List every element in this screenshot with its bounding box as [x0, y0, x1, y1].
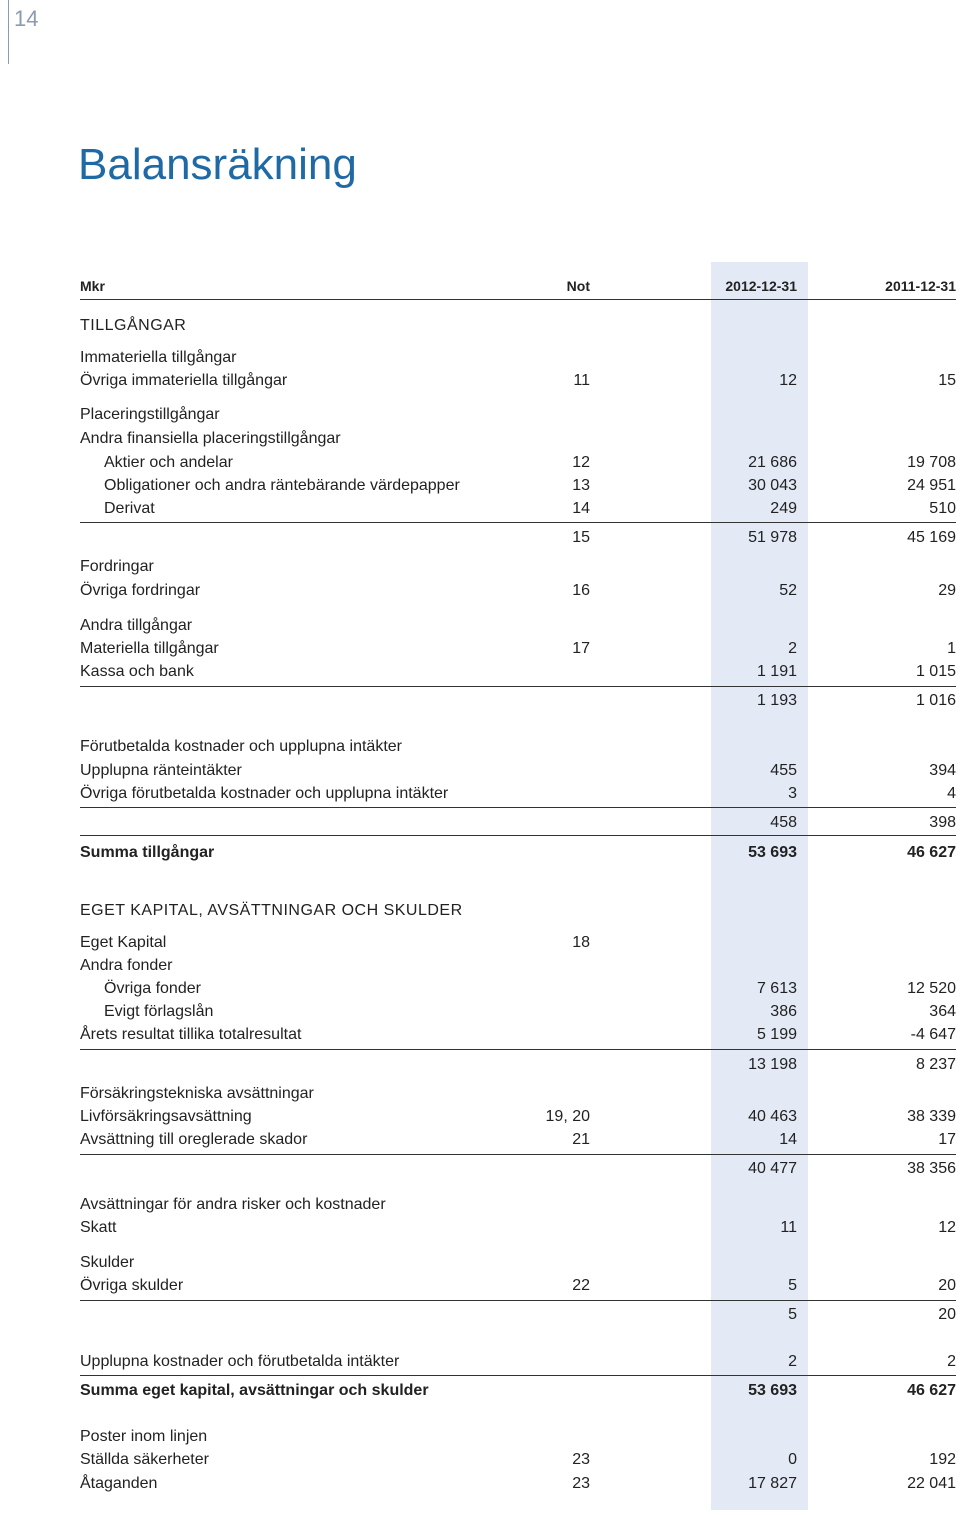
- row-label: Evigt förlagslån: [104, 1003, 214, 1020]
- table-row: [80, 1473, 956, 1495]
- total-rule: [80, 835, 956, 836]
- row-label: Andra finansiella placeringstillgångar: [80, 430, 341, 447]
- row-value-2012: 11: [780, 1219, 797, 1236]
- row-value-2012: 52: [779, 582, 797, 599]
- row-label: TILLGÅNGAR: [80, 317, 187, 334]
- row-value-2012: 3: [788, 785, 797, 802]
- row-value-2012: 386: [770, 1003, 797, 1020]
- group-heading: [80, 1252, 956, 1274]
- subtotal-row: [80, 1304, 956, 1326]
- row-value-2011: 1 015: [915, 663, 956, 680]
- group-heading: [80, 556, 956, 578]
- row-label: Övriga förutbetalda kostnader och upplupna intäkter: [80, 785, 449, 802]
- table-header-row: [80, 275, 956, 297]
- table-row: [80, 580, 956, 602]
- row-label: Ställda säkerheter: [80, 1451, 209, 1468]
- row-value-2012: 30 043: [748, 477, 797, 494]
- row-note: 23: [572, 1475, 590, 1492]
- row-value-2011: 4: [947, 785, 956, 802]
- table-row: [80, 783, 956, 805]
- row-label: Övriga fordringar: [80, 582, 201, 599]
- table-row: [80, 1449, 956, 1471]
- table-row: [80, 1129, 956, 1151]
- row-label: Upplupna ränteintäkter: [80, 762, 242, 779]
- table-row: [80, 498, 956, 520]
- group-heading: [80, 1194, 956, 1216]
- row-label: Summa eget kapital, avsättningar och skulder: [80, 1382, 429, 1399]
- row-note: 21: [572, 1131, 590, 1148]
- header-rule: [80, 299, 956, 300]
- row-note: 13: [572, 477, 590, 494]
- row-label: Årets resultat tillika totalresultat: [80, 1026, 302, 1043]
- row-note: 11: [573, 372, 590, 389]
- row-label: Övriga fonder: [104, 980, 201, 997]
- group-heading: [80, 1083, 956, 1105]
- table-row: [80, 1217, 956, 1239]
- header-2011: 2011-12-31: [885, 278, 956, 294]
- row-label: Livförsäkringsavsättning: [80, 1108, 252, 1125]
- row-label: Avsättningar för andra risker och kostnader: [80, 1196, 386, 1213]
- section-heading: [80, 900, 956, 922]
- row-value-2012: 14: [779, 1131, 797, 1148]
- row-note: 18: [572, 934, 590, 951]
- row-label: Förutbetalda kostnader och upplupna intäkter: [80, 738, 402, 755]
- subtotal-row: [80, 812, 956, 834]
- row-label: Obligationer och andra räntebärande värdepapper: [104, 477, 460, 494]
- subtotal-rule: [80, 686, 956, 687]
- row-value-2011: 364: [929, 1003, 956, 1020]
- row-label: Åtaganden: [80, 1475, 158, 1492]
- row-note: 22: [572, 1277, 590, 1294]
- row-label: Skulder: [80, 1254, 135, 1271]
- table-row: [80, 661, 956, 683]
- subtotal-rule: [80, 522, 956, 523]
- row-value-2012: 5: [788, 1306, 797, 1323]
- table-row: [80, 1275, 956, 1297]
- row-value-2011: 38 356: [907, 1160, 956, 1177]
- row-label: Summa tillgångar: [80, 844, 215, 861]
- row-value-2011: 29: [938, 582, 956, 599]
- row-value-2012: 455: [770, 762, 797, 779]
- table-row: [80, 475, 956, 497]
- row-value-2011: 12: [938, 1219, 956, 1236]
- row-value-2011: 8 237: [915, 1056, 956, 1073]
- row-value-2011: 1 016: [915, 692, 956, 709]
- row-label: Placeringstillgångar: [80, 406, 220, 423]
- row-value-2012: 249: [770, 500, 797, 517]
- row-label: Försäkringstekniska avsättningar: [80, 1085, 314, 1102]
- row-value-2011: 394: [929, 762, 956, 779]
- row-value-2012: 5: [788, 1277, 797, 1294]
- row-value-2012: 17 827: [748, 1475, 797, 1492]
- group-heading: [80, 404, 956, 426]
- row-value-2011: 1: [947, 640, 956, 657]
- row-label: Derivat: [104, 500, 155, 517]
- row-value-2012: 12: [779, 372, 797, 389]
- table-row: [80, 638, 956, 660]
- row-note: 19, 20: [545, 1108, 590, 1125]
- row-label: Immateriella tillgångar: [80, 349, 237, 366]
- group-heading: [80, 1426, 956, 1448]
- row-label: Andra fonder: [80, 957, 173, 974]
- row-value-2011: 12 520: [907, 980, 956, 997]
- row-value-2012: 7 613: [756, 980, 797, 997]
- row-value-2012: 53 693: [748, 844, 797, 861]
- table-row: [80, 1351, 956, 1373]
- balance-sheet-table: [80, 0, 956, 1515]
- subtotal-rule: [80, 1049, 956, 1050]
- row-value-2012: 13 198: [748, 1056, 797, 1073]
- row-value-2011: 20: [938, 1306, 956, 1323]
- page-title: Balansräkning: [78, 140, 357, 189]
- row-label: Övriga immateriella tillgångar: [80, 372, 288, 389]
- row-label: Övriga skulder: [80, 1277, 184, 1294]
- subtotal-rule: [80, 1300, 956, 1301]
- table-row: [80, 1001, 956, 1023]
- table-row: [80, 1106, 956, 1128]
- row-value-2012: 21 686: [748, 454, 797, 471]
- row-label: Avsättning till oreglerade skador: [80, 1131, 308, 1148]
- row-value-2012: 1 191: [756, 663, 797, 680]
- header-not: Not: [566, 278, 590, 294]
- row-value-2011: 17: [938, 1131, 956, 1148]
- table-row: [80, 370, 956, 392]
- row-value-2011: 24 951: [907, 477, 956, 494]
- total-row: [80, 842, 956, 864]
- row-value-2012: 40 477: [748, 1160, 797, 1177]
- row-value-2011: 45 169: [907, 529, 956, 546]
- row-value-2012: 2: [788, 640, 797, 657]
- row-value-2012: 5 199: [756, 1026, 797, 1043]
- subgroup-heading: [80, 955, 956, 977]
- row-note: 12: [572, 454, 590, 471]
- subtotal-row: [80, 527, 956, 549]
- row-label: Aktier och andelar: [104, 454, 233, 471]
- row-label: Fordringar: [80, 558, 154, 575]
- row-label: Kassa och bank: [80, 663, 194, 680]
- header-mkr: Mkr: [80, 278, 105, 294]
- table-row: [80, 1024, 956, 1046]
- row-label: Poster inom linjen: [80, 1428, 208, 1445]
- row-value-2012: 40 463: [748, 1108, 797, 1125]
- row-value-2012: 1 193: [756, 692, 797, 709]
- subtotal-rule: [80, 807, 956, 808]
- row-note: 17: [572, 640, 590, 657]
- row-note: 14: [572, 500, 590, 517]
- row-value-2011: 38 339: [907, 1108, 956, 1125]
- subtotal-rule: [80, 1154, 956, 1155]
- table-row: [80, 452, 956, 474]
- row-label: Eget Kapital: [80, 934, 167, 951]
- row-value-2012: 51 978: [748, 529, 797, 546]
- total-rule: [80, 1375, 956, 1376]
- subtotal-row: [80, 690, 956, 712]
- group-heading: [80, 615, 956, 637]
- subgroup-heading: [80, 428, 956, 450]
- row-value-2012: 458: [770, 814, 797, 831]
- table-row: [80, 760, 956, 782]
- row-note: 15: [572, 529, 590, 546]
- row-value-2011: 19 708: [907, 454, 956, 471]
- row-value-2011: 46 627: [907, 1382, 956, 1399]
- header-2012: 2012-12-31: [725, 278, 797, 294]
- row-label: Skatt: [80, 1219, 117, 1236]
- group-heading: [80, 932, 956, 954]
- group-heading: [80, 347, 956, 369]
- row-label: Materiella tillgångar: [80, 640, 219, 657]
- row-note: 16: [572, 582, 590, 599]
- row-note: 23: [572, 1451, 590, 1468]
- total-row: [80, 1380, 956, 1402]
- page-number: 14: [14, 6, 39, 31]
- row-value-2011: 15: [938, 372, 956, 389]
- row-value-2011: 398: [929, 814, 956, 831]
- section-heading: [80, 315, 956, 337]
- row-value-2012: 2: [788, 1353, 797, 1370]
- page-margin-rule: [8, 0, 9, 64]
- subtotal-row: [80, 1158, 956, 1180]
- row-value-2011: 510: [929, 500, 956, 517]
- row-value-2011: 192: [929, 1451, 956, 1468]
- row-label: Andra tillgångar: [80, 617, 193, 634]
- row-label: EGET KAPITAL, AVSÄTTNINGAR OCH SKULDER: [80, 902, 463, 919]
- subtotal-row: [80, 1054, 956, 1076]
- group-heading: [80, 736, 956, 758]
- row-value-2011: 20: [938, 1277, 956, 1294]
- row-value-2011: -4 647: [910, 1026, 956, 1043]
- row-value-2011: 22 041: [907, 1475, 956, 1492]
- table-row: [80, 978, 956, 1000]
- row-label: Upplupna kostnader och förutbetalda intäkter: [80, 1353, 400, 1370]
- row-value-2012: 53 693: [748, 1382, 797, 1399]
- row-value-2011: 46 627: [907, 844, 956, 861]
- row-value-2011: 2: [947, 1353, 956, 1370]
- row-value-2012: 0: [788, 1451, 797, 1468]
